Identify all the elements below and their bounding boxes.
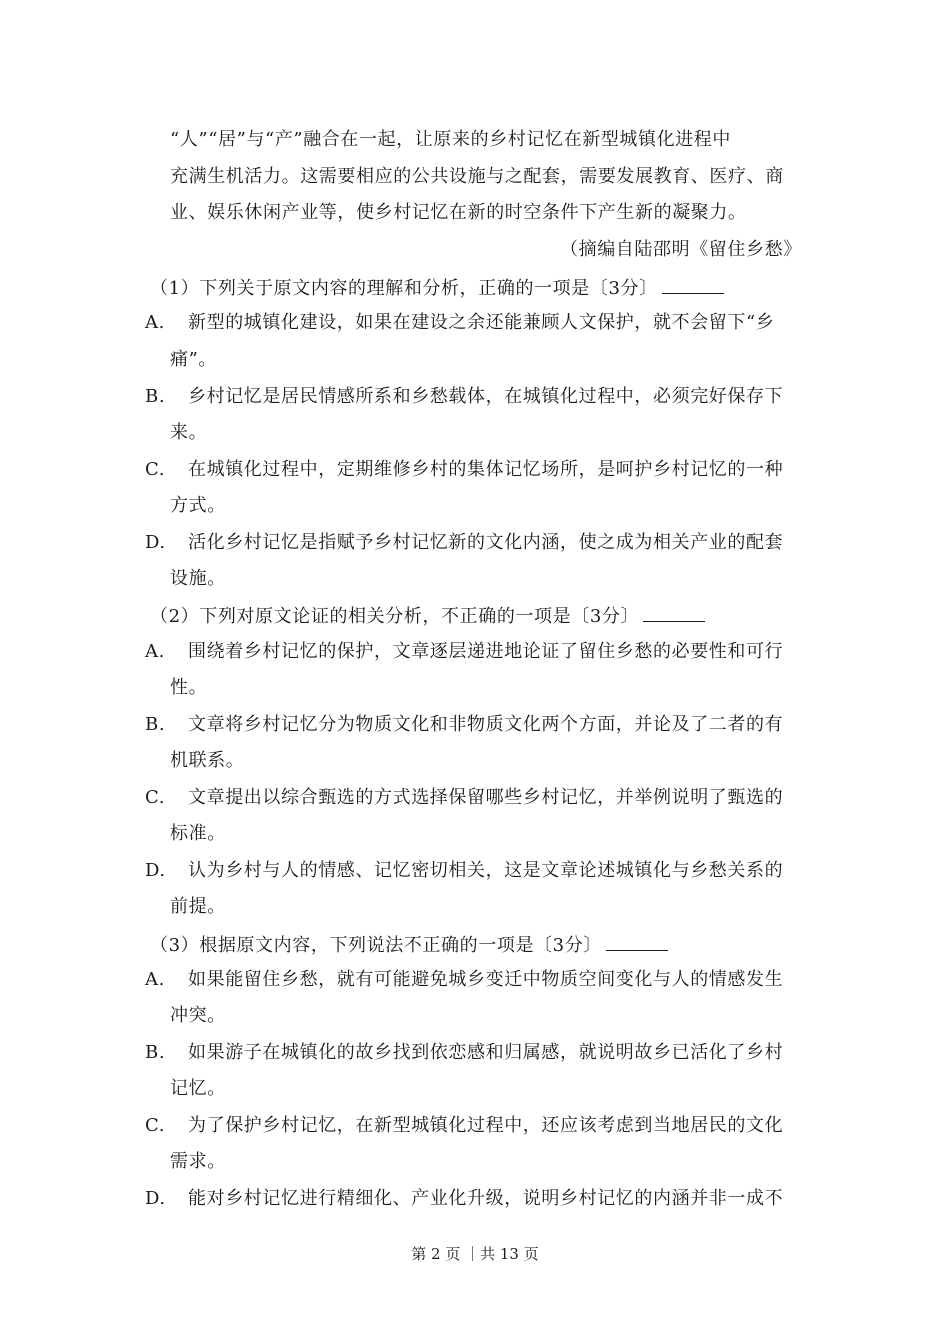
q3-option-b-line-2: 记忆。 (170, 1078, 226, 1099)
q2-option-c-letter: C. (145, 787, 166, 808)
q3-option-d-letter: D. (145, 1188, 166, 1209)
q3-option-d-line-1: 能对乡村记忆进行精细化、产业化升级，说明乡村记忆的内涵并非一成不 (188, 1188, 784, 1209)
q2-option-d-line-1: 认为乡村与人的情感、记忆密切相关，这是文章论述城镇化与乡愁关系的 (188, 860, 784, 881)
q3-option-a-line-1: 如果能留住乡愁，就有可能避免城乡变迁中物质空间变化与人的情感发生 (188, 969, 784, 990)
answer-blank-2[interactable] (643, 603, 705, 622)
q3-option-a-line-2: 冲突。 (170, 1005, 226, 1026)
q1-option-c-line-2: 方式。 (170, 495, 226, 516)
passage-line-1: “人”“居”与“产”融合在一起，让原来的乡村记忆在新型城镇化进程中 (170, 129, 732, 150)
question-1-text: （1）下列关于原文内容的理解和分析，正确的一项是〔3分〕 (150, 278, 658, 299)
q1-option-d-letter: D. (145, 532, 166, 553)
q2-option-b-line-1: 文章将乡村记忆分为物质文化和非物质文化两个方面，并论及了二者的有 (188, 714, 784, 735)
passage-line-2: 充满生机活力。这需要相应的公共设施与之配套，需要发展教育、医疗、商 (170, 166, 784, 187)
q1-option-d-line-1: 活化乡村记忆是指赋予乡村记忆新的文化内涵，使之成为相关产业的配套 (188, 532, 784, 553)
q3-option-c-line-2: 需求。 (170, 1151, 226, 1172)
question-2-stem (150, 603, 705, 629)
q1-option-b-line-1: 乡村记忆是居民情感所系和乡愁载体，在城镇化过程中，必须完好保存下 (188, 386, 784, 407)
question-2-text: （2）下列对原文论证的相关分析，不正确的一项是〔3分〕 (150, 606, 640, 627)
q1-option-b-line-2: 来。 (170, 422, 208, 443)
q1-option-b-letter: B. (145, 386, 166, 407)
q2-option-c-line-2: 标准。 (170, 823, 226, 844)
q2-option-b-letter: B. (145, 714, 166, 735)
q2-option-a-line-1: 围绕着乡村记忆的保护，文章逐层递进地论证了留住乡愁的必要性和可行 (188, 641, 784, 662)
q1-option-c-line-1: 在城镇化过程中，定期维修乡村的集体记忆场所，是呵护乡村记忆的一种 (188, 459, 784, 480)
q2-option-a-line-2: 性。 (170, 677, 208, 698)
q2-option-c-line-1: 文章提出以综合甄选的方式选择保留哪些乡村记忆，并举例说明了甄选的 (188, 787, 784, 808)
q3-option-b-line-1: 如果游子在城镇化的故乡找到依恋感和归属感，就说明故乡已活化了乡村 (188, 1042, 784, 1063)
q1-option-d-line-2: 设施。 (170, 568, 226, 589)
q2-option-d-line-2: 前提。 (170, 896, 226, 917)
question-3-stem (150, 932, 668, 958)
answer-blank-3[interactable] (606, 932, 668, 951)
q1-option-a-line-2: 痛”。 (170, 349, 218, 370)
q1-option-c-letter: C. (145, 459, 166, 480)
question-1-stem (150, 275, 724, 301)
q1-option-a-line-1: 新型的城镇化建设，如果在建设之余还能兼顾人文保护，就不会留下“乡 (188, 312, 775, 333)
passage-source: （摘编自陆邵明《留住乡愁》 (560, 239, 802, 260)
q3-option-c-line-1: 为了保护乡村记忆，在新型城镇化过程中，还应该考虑到当地居民的文化 (188, 1115, 784, 1136)
passage-line-3: 业、娱乐休闲产业等，使乡村记忆在新的时空条件下产生新的凝聚力。 (170, 202, 747, 223)
q3-option-a-letter: A. (145, 969, 165, 990)
question-3-text: （3）根据原文内容，下列说法不正确的一项是〔3分〕 (150, 935, 602, 956)
q2-option-a-letter: A. (145, 641, 165, 662)
q3-option-b-letter: B. (145, 1042, 166, 1063)
q1-option-a-letter: A. (145, 312, 165, 333)
q3-option-c-letter: C. (145, 1115, 166, 1136)
q2-option-b-line-2: 机联系。 (170, 750, 245, 771)
answer-blank-1[interactable] (662, 275, 724, 294)
page-footer: 第 2 页 ｜共 13 页 (411, 1245, 539, 1263)
q2-option-d-letter: D. (145, 860, 166, 881)
